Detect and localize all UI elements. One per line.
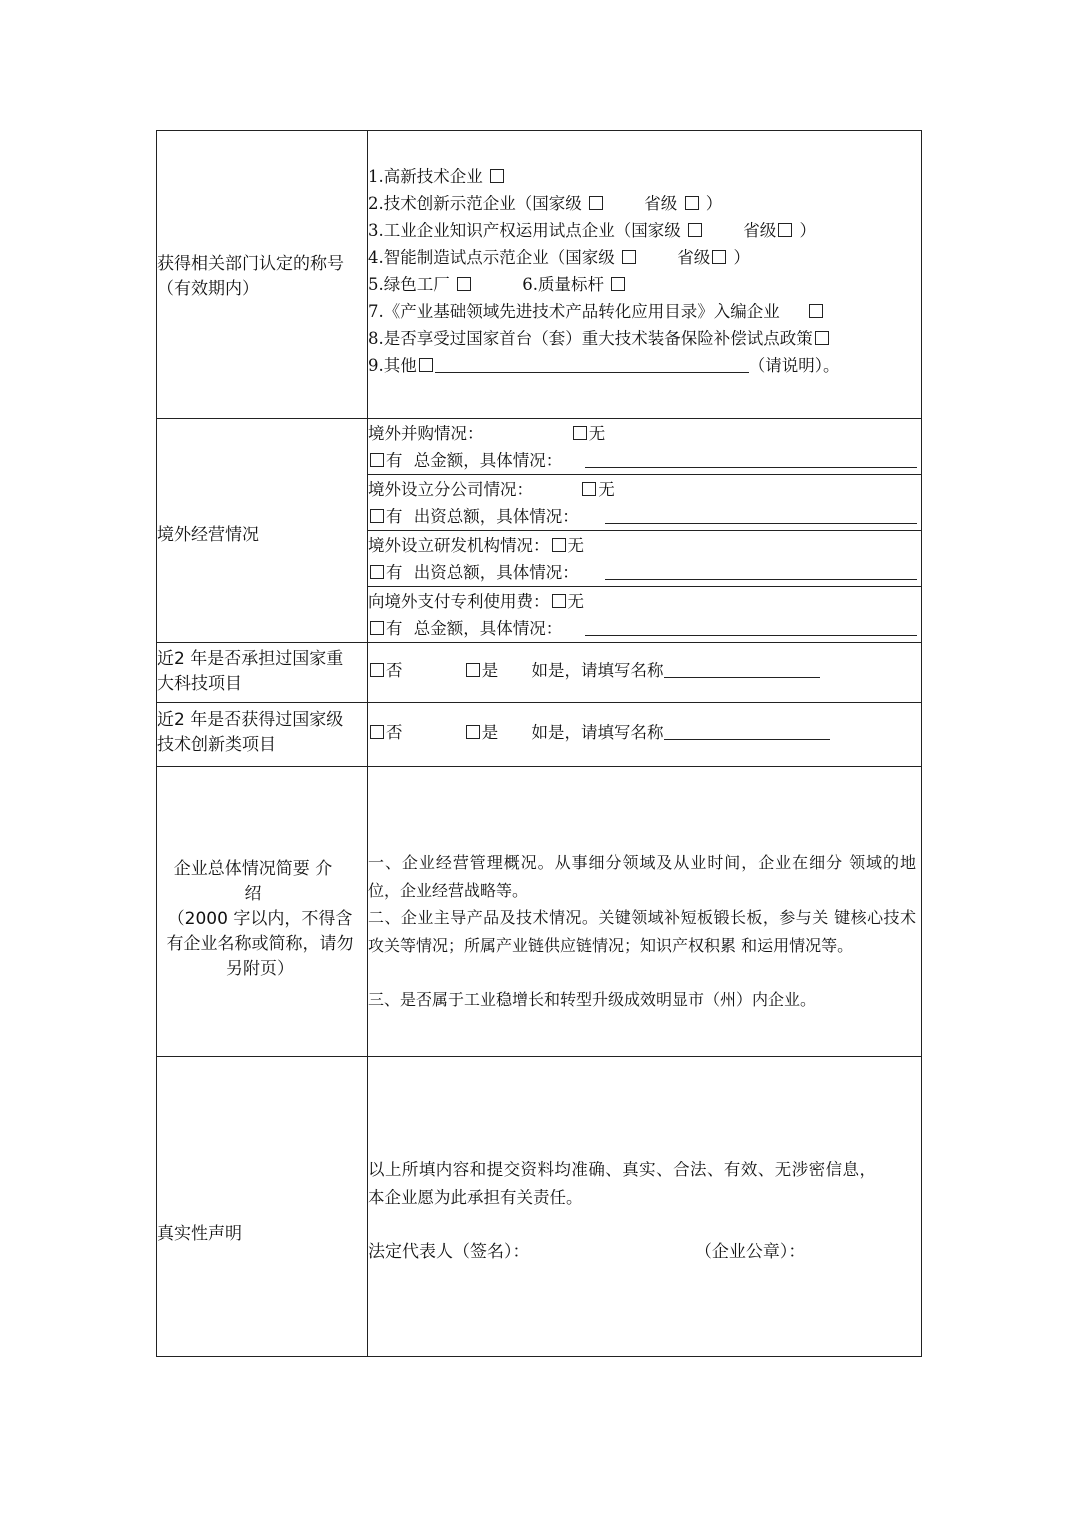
innovation-demo-provincial-checkbox[interactable] (685, 196, 699, 210)
overseas-patent-no-checkbox[interactable] (552, 594, 566, 608)
innovation-project-answer: 否 是 如是，请填写名称 (368, 719, 830, 746)
innovation-yes-checkbox[interactable] (466, 725, 480, 739)
innovation-project-label: 近2 年是否获得过国家级技术创新类项目 (157, 710, 344, 755)
smart-mfg-provincial-checkbox[interactable] (712, 250, 726, 264)
title-item-8: 8.是否享受过国家首台（套）重大技术装备保险补偿试点政策 (368, 325, 831, 352)
overseas-rd-detail-line[interactable] (605, 579, 917, 580)
signature-line (368, 1239, 805, 1266)
catalog-listed-checkbox[interactable] (809, 304, 823, 318)
green-factory-checkbox[interactable] (457, 277, 471, 291)
overseas-patent-detail-line[interactable] (585, 635, 917, 636)
major-project-label: 近2 年是否承担过国家重大科技项目 (157, 649, 344, 694)
overseas-label: 境外经营情况 (157, 525, 259, 545)
innovation-no-checkbox[interactable] (370, 725, 384, 739)
quality-benchmark-checkbox[interactable] (611, 277, 625, 291)
overseas-q1: 境外并购情况： 无 (368, 424, 606, 443)
sub-row-divider (367, 530, 921, 531)
row-divider (157, 766, 921, 767)
sub-row-divider (367, 474, 921, 475)
innovation-name-line[interactable] (664, 723, 830, 740)
major-yes-checkbox[interactable] (466, 663, 480, 677)
overseas-ma-no-checkbox[interactable] (573, 426, 587, 440)
overseas-branch-yes-checkbox[interactable] (370, 509, 384, 523)
overseas-branch-detail-line[interactable] (605, 523, 917, 524)
other-checkbox[interactable] (419, 358, 433, 372)
ip-pilot-provincial-checkbox[interactable] (778, 223, 792, 237)
company-seal[interactable]: （企业公章）： (694, 1242, 806, 1262)
declaration-text: 以上所填内容和提交资料均准确、真实、合法、有效、无涉密信息，本企业愿为此承担有关责任。 (368, 1160, 876, 1207)
title-item-9: 9.其他 （请说明）。 (368, 356, 840, 375)
overseas-q4: 向境外支付专利使用费： 无 (368, 592, 584, 611)
high-tech-checkbox[interactable] (490, 169, 504, 183)
overseas-a4: 有 总金额，具体情况： (368, 615, 562, 642)
overseas-rd-no-checkbox[interactable] (552, 538, 566, 552)
row-divider (157, 1056, 921, 1057)
row-divider (157, 702, 921, 703)
first-set-insurance-checkbox[interactable] (815, 331, 829, 345)
overseas-ma-detail-line[interactable] (585, 467, 917, 468)
overseas-a1: 有 总金额，具体情况： (368, 447, 562, 474)
application-form-table (156, 130, 922, 1357)
overseas-rd-yes-checkbox[interactable] (370, 565, 384, 579)
innovation-demo-national-checkbox[interactable] (589, 196, 603, 210)
overseas-branch-no-checkbox[interactable] (582, 482, 596, 496)
summary-label: 企业总体情况简要 介 绍 （2000 字以内，不得含有企业名称或简称，请勿另附页） (166, 859, 354, 979)
summary-item-1: 一、企业经营管理概况。从事细分领域及从业时间，企业在细分 领域的地位，企业经营战略等。 (368, 853, 916, 900)
row-divider (157, 418, 921, 419)
major-project-answer: 否 是 如是，请填写名称 (368, 657, 820, 684)
ip-pilot-national-checkbox[interactable] (688, 223, 702, 237)
major-no-checkbox[interactable] (370, 663, 384, 677)
summary-item-3: 三、是否属于工业稳增长和转型升级成效明显市（州）内企业。 (368, 990, 817, 1009)
summary-item-2: 二、企业主导产品及技术情况。关键领域补短板锻长板，参与关 键核心技术攻关等情况；所属产业链供应链情况；知识产权积累 和运用情况等。 (368, 908, 916, 955)
other-specify-line[interactable] (435, 356, 749, 373)
title-item-3: 3.工业企业知识产权运用试点企业（国家级 省级 ） (368, 221, 816, 240)
overseas-a2: 有 出资总额，具体情况： (368, 503, 579, 530)
legal-rep-signature[interactable]: 法定代表人（签名）： (368, 1242, 530, 1262)
title-item-4: 4.智能制造试点示范企业（国家级 省级 ） (368, 248, 750, 267)
overseas-ma-yes-checkbox[interactable] (370, 453, 384, 467)
title-item-2: 2.技术创新示范企业（国家级 省级 ） (368, 194, 723, 213)
major-name-line[interactable] (664, 661, 820, 678)
overseas-q3: 境外设立研发机构情况： 无 (368, 536, 584, 555)
declaration-label: 真实性声明 (157, 1224, 242, 1244)
overseas-a3: 有 出资总额，具体情况： (368, 559, 579, 586)
sub-row-divider (367, 586, 921, 587)
title-item-7: 7.《产业基础领域先进技术产品转化应用目录》入编企业 (368, 298, 825, 325)
smart-mfg-national-checkbox[interactable] (622, 250, 636, 264)
row-divider (157, 642, 921, 643)
title-item-1: 1.高新技术企业 (368, 163, 506, 190)
title-item-5: 5.绿色工厂 6.质量标杆 (368, 271, 627, 298)
overseas-q2: 境外设立分公司情况： 无 (368, 480, 615, 499)
titles-label: 获得相关部门认定的称号（有效期内） (157, 254, 344, 299)
overseas-patent-yes-checkbox[interactable] (370, 621, 384, 635)
